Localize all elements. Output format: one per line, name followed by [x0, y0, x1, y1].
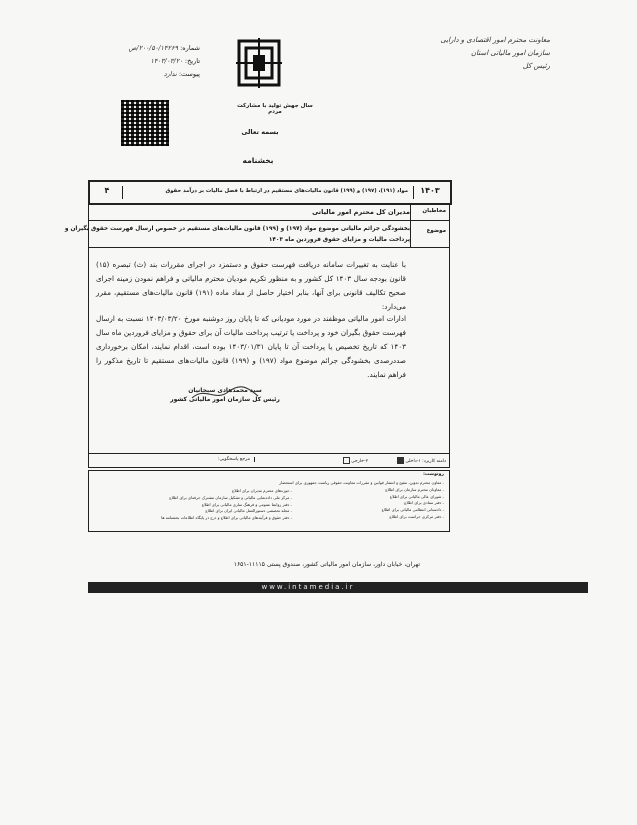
addressee-divider: [88, 220, 450, 221]
copy-item: - حوزه‌های محترم مدیران برای اطلاع: [232, 488, 292, 493]
copy-item: - شورای عالی مالیاتی برای اطلاع: [389, 493, 444, 499]
document-type: بخشنامه: [242, 156, 274, 165]
slogan: سال جهش تولید با مشارکت مردم: [237, 103, 313, 115]
signature-name: سید محمدهادی سبحانیان: [188, 387, 262, 394]
internal-label: دامنه کاربرد: ۱-داخلی: [405, 459, 446, 464]
subject-label: موضوع: [426, 228, 446, 234]
date-row: [105, 55, 200, 68]
copy-item: - دفتر حقوق و فرآیندهای مالیاتی برای اطلاع و درج در پایگاه اطلاعات بخشنامه ها: [161, 515, 292, 521]
copies-list-left: [92, 488, 292, 522]
footer-bar: [88, 582, 588, 593]
footer-website: www.intamedia.ir: [261, 583, 355, 591]
signature-title: رئیس کل سازمان امور مالیاتی کشور: [170, 396, 280, 403]
info-row: [88, 180, 452, 205]
info-page-number: ۴: [92, 186, 123, 199]
info-subject: مواد (۱۹۱)، (۱۹۷) و (۱۹۹) قانون مالیات‌های مستقیم در ارتباط با فصل مالیات بر درآمد حقوق: [165, 188, 408, 194]
copies-list-right: [279, 480, 444, 521]
handwritten-note: [380, 34, 550, 73]
addressee-label: مخاطبان: [422, 208, 446, 214]
label-column-divider: [410, 203, 411, 247]
subject-divider: [88, 247, 450, 248]
subject-line-1: بخشودگی جرائم مالیاتی موضوع مواد (۱۹۷) و (۱۹۹) قانون مالیات‌های مستقیم در خصوص ارسال فهرست حقوق بگیران و: [64, 226, 410, 232]
footer-address: تهران، خیابان داور، سازمان امور مالیاتی کشور، صندوق پستی ۱۱۱۱۵-۱۶۵۱: [233, 561, 420, 568]
copy-item: - دفتر مرکزی حراست برای اطلاع: [389, 513, 444, 519]
copy-item: - دفتر روابط عمومی و فرهنگ سازی مالیاتی برای اطلاع: [201, 501, 292, 507]
attachment-value: ندارد: [163, 70, 177, 78]
body-paragraph-1: با عنایت به تغییرات سامانه دریافت فهرست حقوق و دستمزد در اجرای مقررات بند (ث) تبصره (۱۵) قانون بودجه سال ۱۴۰۳ کل کشور و به منظور تکریم مودیان محترم مالیاتی و فراهم نمودن زمینه اجرای صحیح تکالیف قانونی برای آنها، بنابر اختیار حاصل از مفاد ماده (۱۹۱) قانون مالیات‌های مستقیم، مقرر می‌دارد:: [96, 260, 406, 311]
qr-code: [121, 100, 169, 146]
copy-item: - مجله تخصصی دستورالعمل مالیاتی ایران برای اطلاع: [205, 508, 292, 514]
number-row: [105, 42, 200, 55]
organization-logo: [236, 38, 282, 90]
handwritten-line-3: رئیس کل: [522, 62, 550, 70]
info-year: ۱۴۰۳: [413, 186, 446, 199]
external-option: [343, 457, 368, 464]
external-checkbox[interactable]: [343, 457, 350, 464]
copies-title: رونوشت:: [423, 472, 444, 477]
number-label: شماره:: [180, 44, 200, 52]
copy-item: - مرکز ملی داده‌نمایی مالیاتی و تشکیل سازمان مشترک حرفه‌ای برای اطلاع: [169, 494, 292, 500]
signature-mark: [190, 384, 260, 404]
external-label: ۲-خارجی: [351, 459, 368, 464]
reference-label: مرجع پاسخگویی:: [130, 457, 255, 462]
addressee-value: مدیران کل محترم امور مالیاتی: [312, 208, 410, 216]
handwritten-line-2: سازمان امور مالیاتی استان: [470, 49, 550, 57]
date-label: تاریخ:: [184, 57, 200, 65]
bismillah: بسمه تعالی: [241, 128, 279, 136]
copy-item: - دفتر ستادی برای اطلاع: [404, 500, 444, 506]
copy-item: - معاونان محترم سازمان برای اطلاع: [385, 486, 444, 492]
number-value: ۲۰۰/۵۰/۱۴۲۶۹/ص: [128, 44, 178, 52]
attachment-label: پیوست:: [178, 70, 200, 78]
copy-item: - معاون محترم تدوین، تنقیح و انتشار قوانین و مقررات معاونت حقوقی ریاست جمهوری برای استحضار: [279, 480, 444, 485]
reference-block: [105, 42, 200, 81]
handwritten-line-1: معاونت محترم امور اقتصادی و دارایی: [440, 36, 550, 44]
date-value: ۱۴۰۳/۰۳/۲۰: [150, 57, 183, 65]
internal-checkbox[interactable]: [397, 457, 404, 464]
attachment-row: [105, 68, 200, 81]
distribution-row: [88, 453, 450, 467]
subject-line-2: پرداخت مالیات و مزایای حقوق فروردین ماه ۱۴۰۳: [268, 237, 410, 243]
copy-item: - دادستانی انتظامی مالیاتی برای اطلاع: [381, 507, 444, 513]
internal-option: [397, 457, 446, 464]
body-paragraph-2: ادارات امور مالیاتی موظفند در مورد مودیانی که تا پایان روز دوشنبه مورخ ۱۴۰۳/۰۳/۲۰ نسبت به ارسال فهرست حقوق بگیران خود و پرداخت یا ترتیب پرداخت مالیات آن برای حقوق و مزایای فروردین ماه سال ۱۴۰۳ که تاریخ تخصیص یا پرداخت آن تا پایان ۱۴۰۳/۰۱/۳۱ بوده است، اقدام نمایند، امکان برخورداری صددرصدی بخشودگی جرائم موضوع مواد (۱۹۷) و (۱۹۹) قانون مالیات‌های مستقیم تا تاریخ مذکور را فراهم نمایند.: [96, 314, 406, 379]
